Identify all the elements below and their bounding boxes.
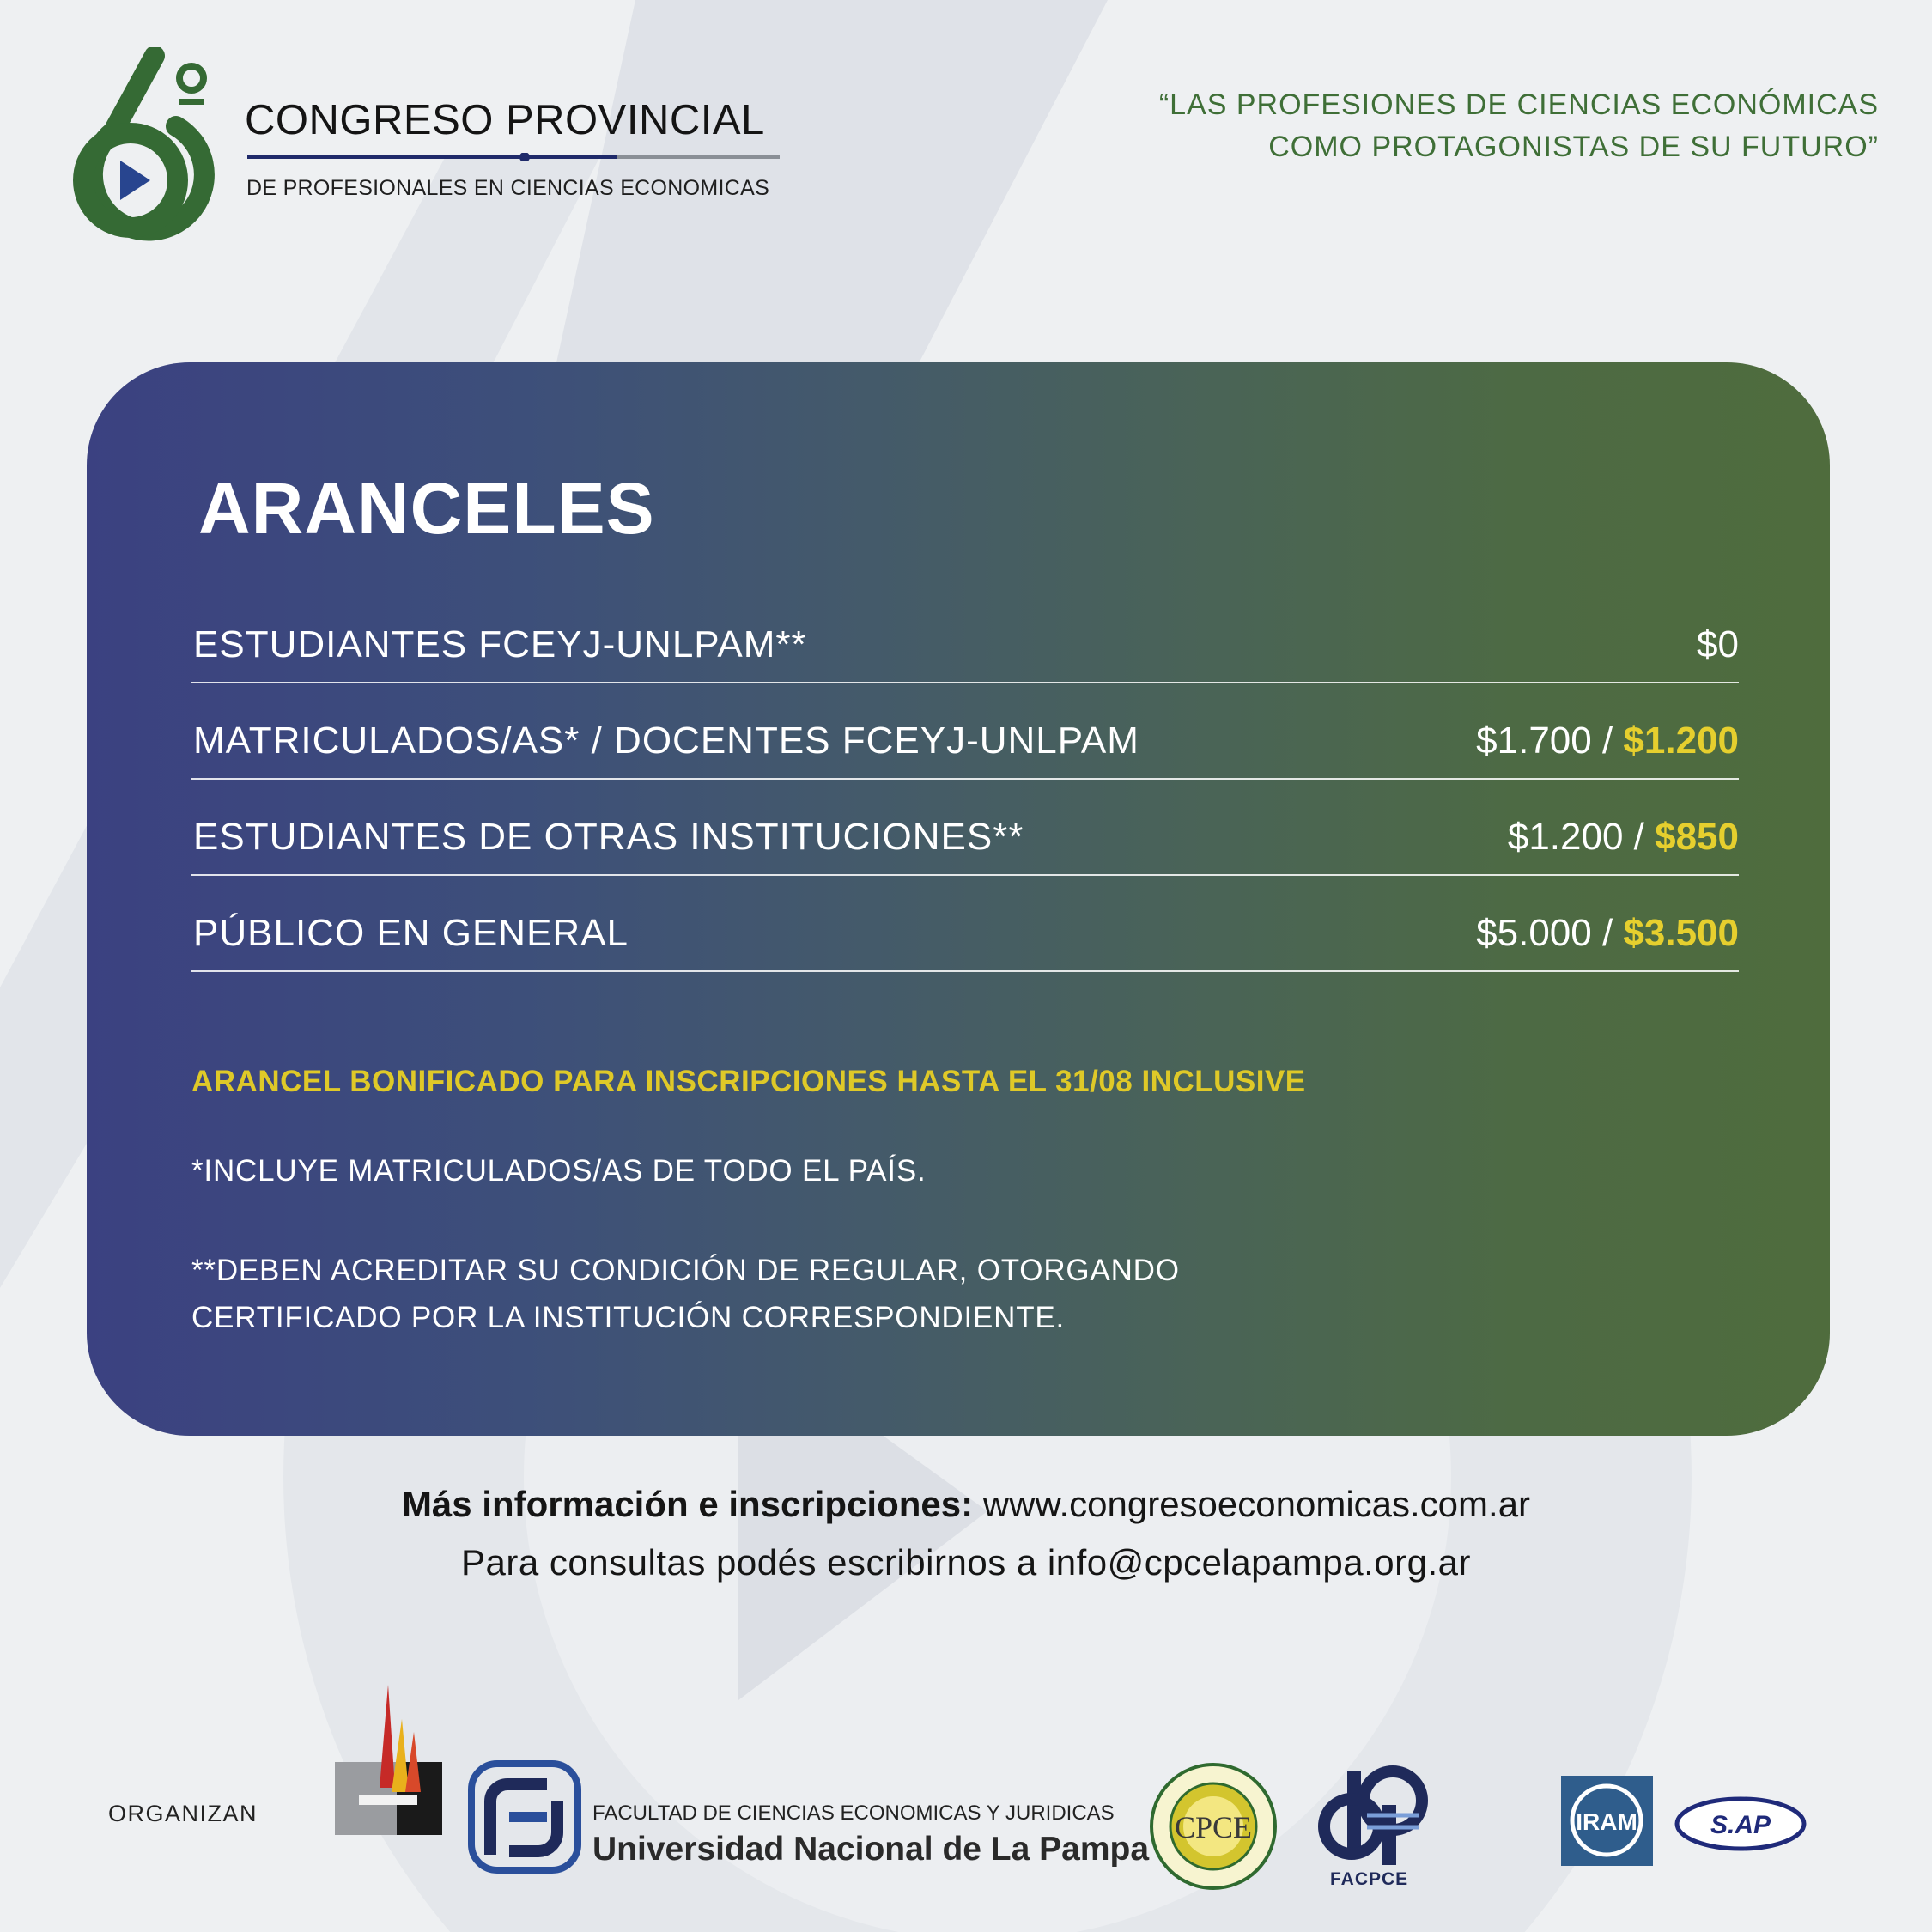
discount-note: ARANCEL BONIFICADO PARA INSCRIPCIONES HASTA EL 31/08 INCLUSIVE xyxy=(191,1065,1306,1098)
contact-info xyxy=(0,1484,1932,1525)
email-prefix: Para consultas podés escribirnos a xyxy=(461,1542,1037,1583)
facpce-logo-icon xyxy=(1307,1753,1436,1869)
congress-title: CONGRESO PROVINCIAL xyxy=(245,97,765,143)
fee-label: PÚBLICO EN GENERAL xyxy=(193,912,629,954)
fee-label: ESTUDIANTES FCEYJ-UNLPAM** xyxy=(193,623,807,665)
organizers-label: ORGANIZAN xyxy=(108,1801,258,1826)
contact-email-line xyxy=(0,1542,1932,1583)
unlp-faculty-name: FACULTAD DE CIENCIAS ECONOMICAS Y JURIDICAS xyxy=(592,1801,1115,1825)
regular-price: $5.000 xyxy=(1476,912,1592,954)
fees-title: ARANCELES xyxy=(198,468,655,549)
footnote-2-line-1: **DEBEN ACREDITAR SU CONDICIÓN DE REGULAR, OTORGANDO xyxy=(191,1254,1180,1287)
fee-price xyxy=(1697,623,1739,666)
slogan xyxy=(1159,84,1879,168)
facpce-label: FACPCE xyxy=(1330,1869,1409,1889)
organizer-flame-logo-icon xyxy=(335,1685,442,1835)
svg-text:CPCE: CPCE xyxy=(1174,1810,1253,1844)
title-underline xyxy=(247,153,780,161)
fee-price xyxy=(1508,816,1739,859)
fee-price xyxy=(1476,912,1739,955)
fee-row xyxy=(191,811,1739,876)
email-link[interactable]: info@cpcelapampa.org.ar xyxy=(1047,1542,1471,1583)
price-separator: / xyxy=(1591,720,1624,762)
discount-price: $850 xyxy=(1655,816,1739,858)
slogan-line-2: COMO PROTAGONISTAS DE SU FUTURO” xyxy=(1268,131,1879,163)
congress-subtitle: DE PROFESIONALES EN CIENCIAS ECONOMICAS xyxy=(246,176,770,200)
fees-card xyxy=(87,362,1830,1436)
regular-price: $0 xyxy=(1697,623,1739,665)
iram-logo-icon xyxy=(1561,1776,1653,1866)
fee-row xyxy=(191,714,1739,780)
svg-text:S.AP: S.AP xyxy=(1710,1811,1771,1839)
fcej-logo-icon xyxy=(468,1760,581,1874)
fee-label: ESTUDIANTES DE OTRAS INSTITUCIONES** xyxy=(193,816,1024,858)
svg-text:IRAM: IRAM xyxy=(1576,1808,1637,1835)
website-link[interactable]: www.congresoeconomicas.com.ar xyxy=(982,1484,1531,1524)
fee-row xyxy=(191,618,1739,683)
congress-logo-icon xyxy=(52,47,223,253)
footnote-1: *INCLUYE MATRICULADOS/AS DE TODO EL PAÍS. xyxy=(191,1154,927,1188)
sfap-logo-icon xyxy=(1674,1796,1807,1852)
discount-price: $3.500 xyxy=(1623,912,1739,954)
regular-price: $1.200 xyxy=(1507,816,1624,858)
price-separator: / xyxy=(1591,912,1624,954)
discount-price: $1.200 xyxy=(1623,720,1739,762)
footnote-2-line-2: CERTIFICADO POR LA INSTITUCIÓN CORRESPONDIENTE. xyxy=(191,1301,1066,1334)
slogan-line-1: “LAS PROFESIONES DE CIENCIAS ECONÓMICAS xyxy=(1158,88,1879,121)
fee-row xyxy=(191,907,1739,972)
info-label: Más información e inscripciones: xyxy=(401,1484,974,1524)
footnote-2 xyxy=(191,1247,1180,1341)
unlp-university-name: Universidad Nacional de La Pampa xyxy=(592,1831,1150,1868)
price-separator: / xyxy=(1623,816,1656,858)
fee-label: MATRICULADOS/AS* / DOCENTES FCEYJ-UNLPAM xyxy=(193,720,1139,762)
fee-price xyxy=(1476,720,1739,762)
cpce-seal-logo-icon xyxy=(1149,1762,1278,1891)
regular-price: $1.700 xyxy=(1476,720,1592,762)
